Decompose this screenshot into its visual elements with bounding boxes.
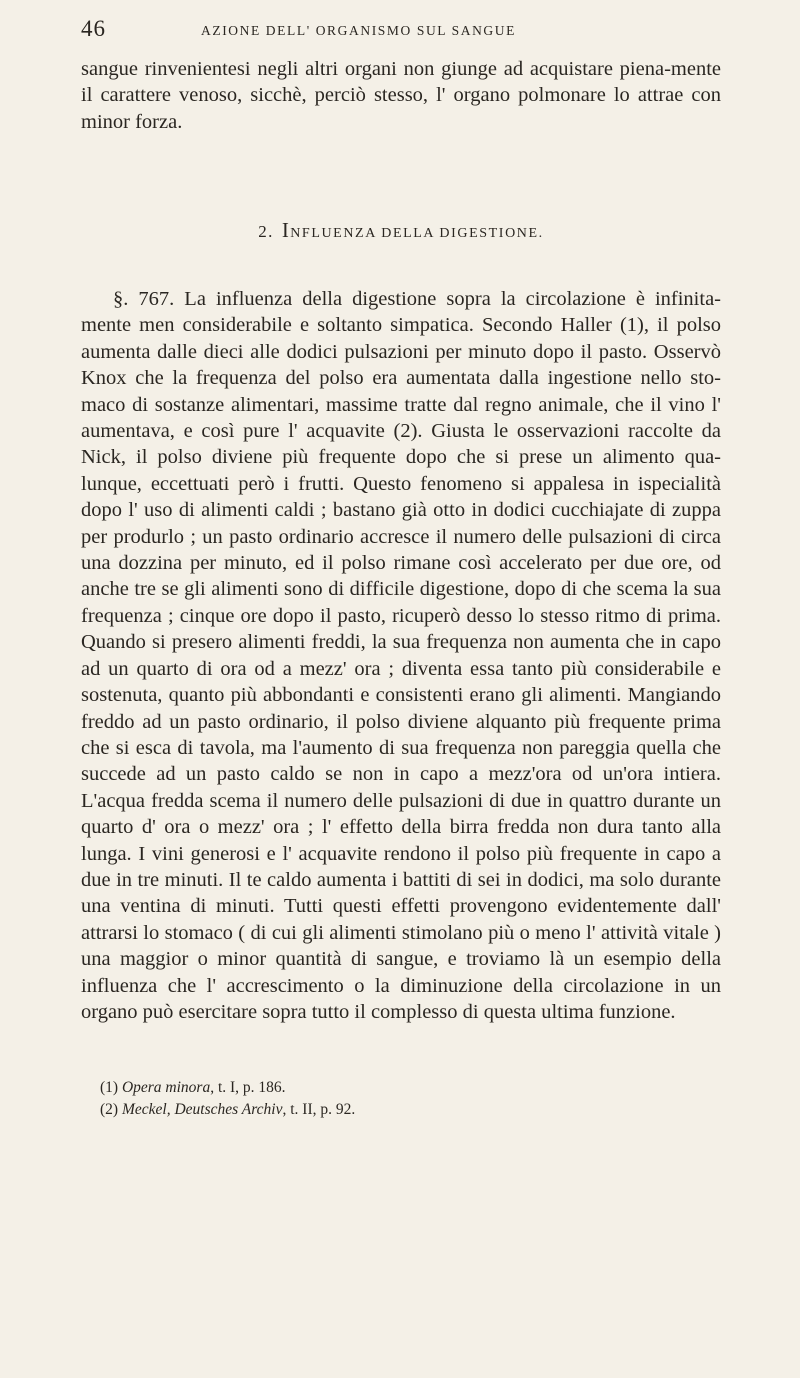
- section-title: [81, 218, 721, 243]
- footnote-mark: (1): [100, 1079, 119, 1096]
- intro-paragraph: sangue rinvenientesi negli altri organi non giunge ad acquistare piena-mente il carattere venoso, sicchè, perciò stesso, l' organo polmonare lo attrae con minor forza.: [81, 58, 721, 133]
- section-title-initial: I: [281, 218, 291, 242]
- footnote-mark: (2): [100, 1101, 119, 1118]
- footnote-source: Opera minora: [121, 1079, 211, 1096]
- running-head: AZIONE DELL' ORGANISMO SUL SANGUE: [201, 23, 516, 38]
- page-header: [81, 16, 721, 46]
- footnote: [100, 1099, 720, 1121]
- section-number: 2.: [258, 222, 274, 241]
- page-number: 46: [81, 16, 106, 41]
- footnote-ref: , t. II, p. 92.: [282, 1101, 356, 1118]
- footnote-source: Meckel, Deutsches Archiv: [121, 1101, 283, 1118]
- footnote-ref: , t. I, p. 186.: [210, 1079, 286, 1096]
- body-paragraph: §. 767. La influenza della digestione sopra la circolazione è infinita-mente men considerabile e soltanto simpatica. Secondo Haller (1), il polso aumenta dalle dieci alle dodici pulsazioni per minuto dopo il pasto. Osservò Knox che la frequenza del polso era aumentata dalla ingestione nello sto-maco di sostanze alimentari, massime tratte dal regno animale, che il vino l' aumentava, e così pure l' acquavite (2). Giusta le osservazioni raccolte da Nick, il polso diviene più frequente dopo che si prese un alimento qua-lunque, eccettuati però i frutti. Questo fenomeno si appalesa in ispecialità dopo l' uso di alimenti caldi ; bastano già otto in dodici cucchiajate di zuppa per produrlo ; un pasto ordinario accresce il numero delle pulsazioni di circa una dozzina per minuto, ed il polso rimane così accelerato per due ore, od anche tre se gli alimenti sono di difficile digestione, dopo di che scema la sua frequenza ; cinque ore dopo il pasto, ricuperò desso lo stesso ritmo di prima. Quando si presero alimenti freddi, la sua frequenza non aumenta che in capo ad un quarto di ora od a mezz' ora ; diventa essa tanto più considerabile e sostenuta, quanto più abbondanti e consistenti erano gli alimenti. Mangiando freddo ad un pasto ordinario, il polso diviene alquanto più frequente prima che si esca di tavola, ma l'aumento di sua frequenza non pareggia quella che succede ad un pasto caldo se non in capo a mezz'ora od un'ora intiera. L'acqua fredda scema il numero delle pulsazioni di due in quattro durante un quarto d' ora o mezz' ora ; l' effetto della birra fredda non dura tanto alla lunga. I vini generosi e l' acquavite rendono il polso più frequente in capo a due in tre minuti. Il te caldo aumenta i battiti di sei in dodici, ma solo durante una ventina di minuti. Tutti questi effetti provengono evidentemente dall' attrarsi lo stomaco ( di cui gli alimenti stimolano più o meno l' attività vitale ) una maggior o minor quantità di sangue, e troviamo là un esempio della influenza che l' accrescimento o la diminuzione della circolazione in un organo può esercitare sopra tutto il complesso di questa ultima funzione.: [81, 288, 721, 1023]
- footnote: [100, 1077, 720, 1099]
- section-title-text: NFLUENZA DELLA DIGESTIONE.: [290, 226, 544, 241]
- footnotes: [100, 1077, 720, 1121]
